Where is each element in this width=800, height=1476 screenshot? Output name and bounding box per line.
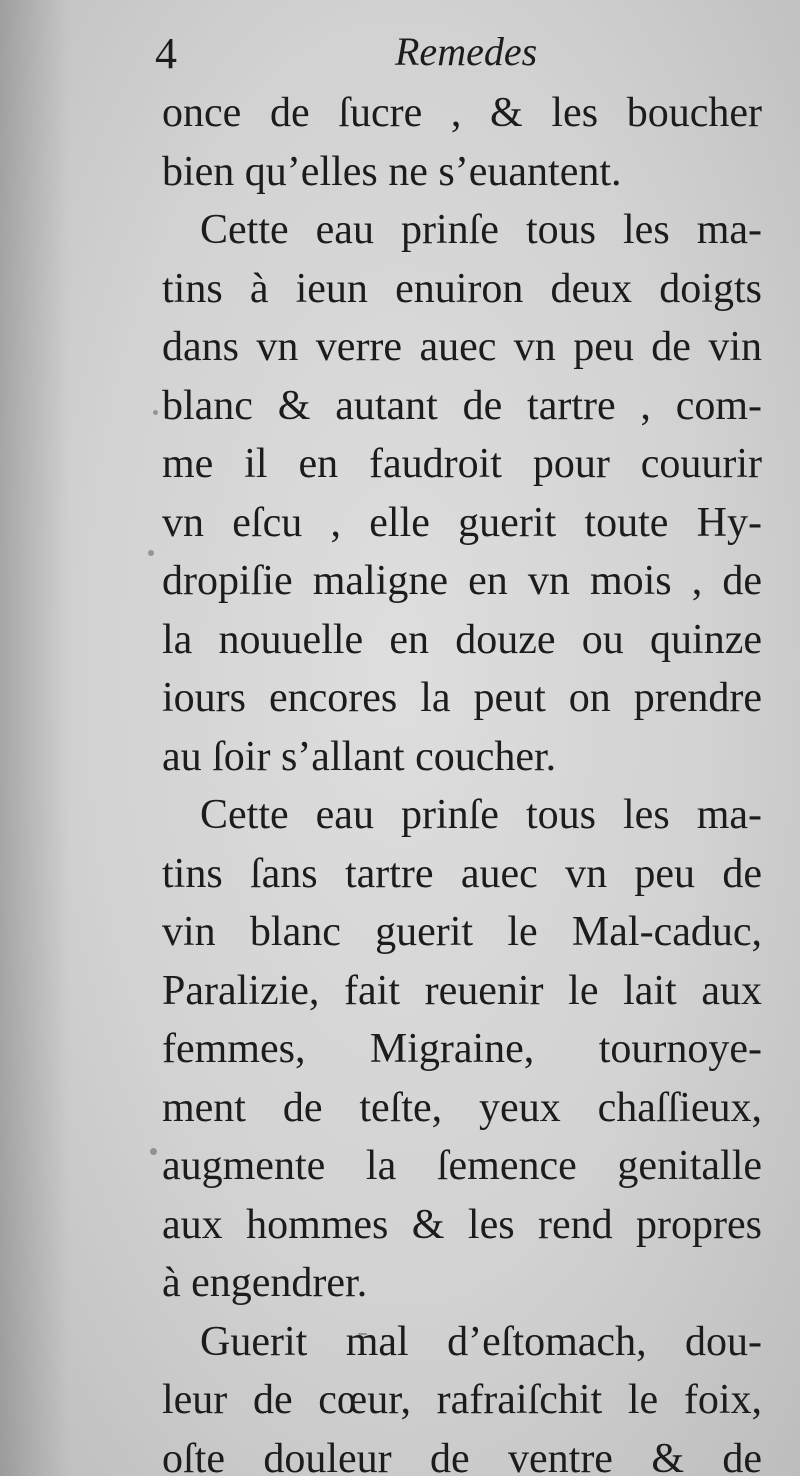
text-line: iours encores la peut on prendre [162, 675, 762, 721]
text-line: blanc & autant de tartre , com- [162, 382, 762, 429]
text-line: à engendrer. [162, 1260, 368, 1306]
text-line: la nouuelle en douze ou quinze [162, 616, 762, 663]
text-line: ment de teſte, yeux chaſſieux, [162, 1084, 762, 1131]
paper-speck [148, 550, 154, 556]
text-line: au ſoir s’allant coucher. [162, 733, 557, 780]
text-line: augmente la ſemence genitalle [162, 1143, 762, 1189]
text-line: Cette eau prinſe tous les ma- [200, 792, 762, 838]
page-number: 4 [155, 29, 177, 78]
paper-speck [150, 1148, 157, 1155]
running-head: Remedes [395, 29, 538, 74]
text-line: tins à ieun enuiron deux doigts [162, 265, 762, 312]
text-line: vin blanc guerit le Mal-caduc, [162, 909, 762, 955]
text-line: vn eſcu , elle guerit toute Hy- [162, 499, 762, 546]
text-line: Paralizie, fait reuenir le lait aux [162, 967, 762, 1014]
text-line: me il en faudroit pour couurir [162, 441, 762, 487]
text-line: tins ſans tartre auec vn peu de [162, 850, 762, 897]
text-line: dans vn verre auec vn peu de vin [162, 324, 762, 370]
text-line: Cette eau prinſe tous les ma- [200, 207, 762, 253]
text-line: once de ſucre , & les boucher [162, 90, 762, 136]
text-line: aux hommes & les rend propres [162, 1201, 762, 1248]
text-line: Guerit mal d’eſtomach, dou- [200, 1318, 762, 1365]
text-line: oſte douleur de ventre & de [162, 1435, 762, 1476]
gutter-shadow [0, 0, 70, 1476]
text-line: bien qu’elles ne s’euantent. [162, 148, 622, 195]
paper-speck [153, 410, 158, 415]
body-text [162, 84, 762, 1476]
page-header [155, 28, 755, 88]
text-line: leur de cœur, rafraiſchit le foix, [162, 1377, 762, 1423]
text-line: dropiſie maligne en vn mois , de [162, 558, 762, 604]
text-line: femmes, Migraine, tournoye- [162, 1026, 762, 1072]
